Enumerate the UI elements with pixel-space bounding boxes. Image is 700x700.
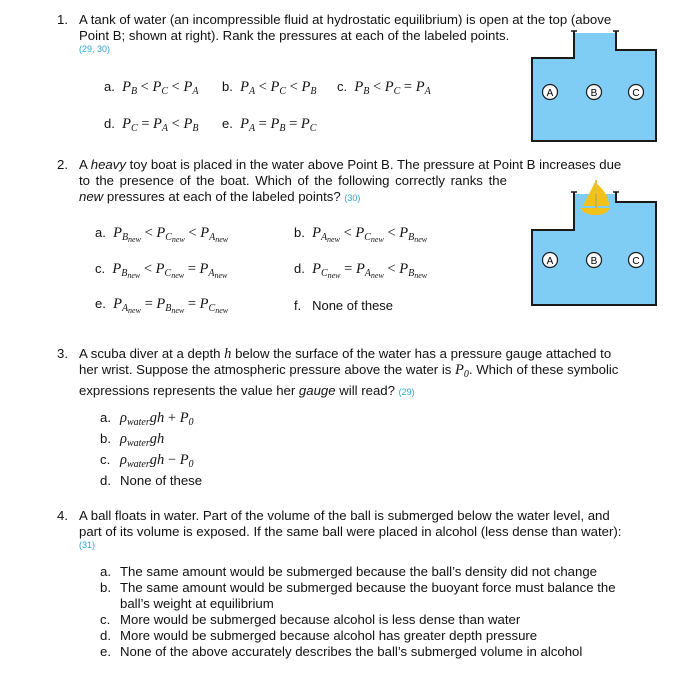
option-b[interactable]: b. $P_A < P_C < P_B$ — [222, 79, 317, 97]
question-number: 3. — [57, 346, 68, 361]
option-e[interactable]: e. $P_{A_{new}} = P_{B_{new}} = P_{C_{new}}$ — [95, 296, 229, 315]
point-b-marker — [587, 85, 602, 100]
math-expression: $P_A = P_B = P_C$ — [240, 116, 317, 134]
math-expression: $P_A < P_C < P_B$ — [240, 79, 317, 97]
option-b-continued: ball’s weight at equilibrium — [120, 596, 274, 611]
math-expression: $P_B < P_C < P_A$ — [122, 79, 199, 97]
option-b[interactable]: b. $P_{A_{new}} < P_{C_{new}} < P_{B_{new}}$ — [294, 225, 428, 244]
point-a-marker — [543, 253, 558, 268]
math-expression: $P_{A_{new}} = P_{B_{new}} = P_{C_{new}}$ — [113, 296, 229, 315]
question-text: A scuba diver at a depth h below the surface of the water has a pressure gauge attached to her wrist. Suppose the atmospheric pressure above the water is $P_0$. Which of these symbolic expressions represents the value her gauge will read? (29) — [79, 346, 619, 398]
option-list — [100, 410, 202, 489]
question-number: 4. — [57, 508, 68, 523]
option-d[interactable]: d. $P_{C_{new}} = P_{A_{new}} < P_{B_{new}}$ — [294, 261, 428, 280]
math-expression: $P_{C_{new}} = P_{A_{new}} < P_{B_{new}}$ — [312, 261, 428, 280]
point-b-marker — [587, 253, 602, 268]
option-d[interactable]: d. $P_C = P_A < P_B$ — [104, 116, 199, 134]
point-c-marker — [629, 85, 644, 100]
question-text: A ball floats in water. Part of the volume of the ball is submerged below the water level, and part of its volume is exposed. If the same ball were placed in alcohol (less dense than water): — [79, 508, 622, 539]
option-e[interactable]: e. $P_A = P_B = P_C$ — [222, 116, 317, 134]
reference-tag: (31) — [79, 540, 96, 550]
tank-diagram-with-boat — [525, 178, 665, 308]
option-c[interactable]: c. $P_{B_{new}} < P_{C_{new}} = P_{A_{new}}$ — [95, 261, 228, 280]
reference-tag: (29, 30) — [79, 44, 111, 54]
option-a[interactable]: a. $\rho_{water}gh + P_0$ — [100, 410, 194, 428]
question-number: 1. — [57, 12, 68, 27]
option-b[interactable]: b. The same amount would be submerged because the buoyant force must balance the — [100, 580, 616, 595]
math-expression: $P_B < P_C = P_A$ — [354, 79, 431, 97]
question-number: 2. — [57, 157, 68, 172]
option-a[interactable]: a. The same amount would be submerged because the ball’s density did not change — [100, 564, 598, 579]
math-expression: $P_{A_{new}} < P_{C_{new}} < P_{B_{new}}$ — [312, 225, 428, 244]
option-c[interactable]: c. More would be submerged because alcohol is less dense than water — [100, 612, 521, 627]
math-expression: $P_{B_{new}} < P_{C_{new}} = P_{A_{new}}$ — [112, 261, 228, 280]
question-text: A tank of water (an incompressible fluid at hydrostatic equilibrium) is open at the top (above Point B; shown at right). Rank the pressures at each of the labeled points. — [79, 12, 612, 43]
option-list — [100, 564, 616, 660]
svg-text:C: C — [632, 256, 640, 267]
option-c[interactable]: c. $P_B < P_C = P_A$ — [337, 79, 431, 97]
option-d[interactable]: d. None of these — [100, 473, 203, 488]
svg-text:A: A — [546, 256, 554, 267]
option-a[interactable]: a. $P_{B_{new}} < P_{C_{new}} < P_{A_{new}}$ — [95, 225, 229, 244]
math-expression: $P_C = P_A < P_B$ — [122, 116, 199, 134]
option-e[interactable]: e. None of the above accurately describes the ball’s submerged volume in alcohol — [100, 644, 583, 659]
svg-text:B: B — [590, 256, 598, 267]
point-a-marker — [543, 85, 558, 100]
question-text: A heavy toy boat is placed in the water above Point B. The pressure at Point B increases due to the presence of the boat. Which of the following correctly ranks the new pressures at each of the labeled points? (30) — [79, 157, 622, 204]
option-a[interactable]: a. $P_B < P_C < P_A$ — [104, 79, 199, 97]
svg-text:A: A — [546, 88, 554, 99]
svg-text:C: C — [632, 88, 640, 99]
svg-text:B: B — [590, 88, 598, 99]
reference-tag: (29) — [398, 387, 415, 397]
reference-tag: (30) — [344, 193, 361, 203]
math-expression: $P_{B_{new}} < P_{C_{new}} < P_{A_{new}}$ — [113, 225, 229, 244]
tank-diagram — [525, 28, 665, 143]
option-b[interactable]: b. $\rho_{water}gh$ — [100, 431, 165, 449]
point-c-marker — [629, 253, 644, 268]
option-f[interactable]: f. None of these — [294, 298, 394, 313]
option-d[interactable]: d. More would be submerged because alcohol has greater depth pressure — [100, 628, 538, 643]
option-c[interactable]: c. $\rho_{water}gh - P_0$ — [100, 452, 194, 470]
